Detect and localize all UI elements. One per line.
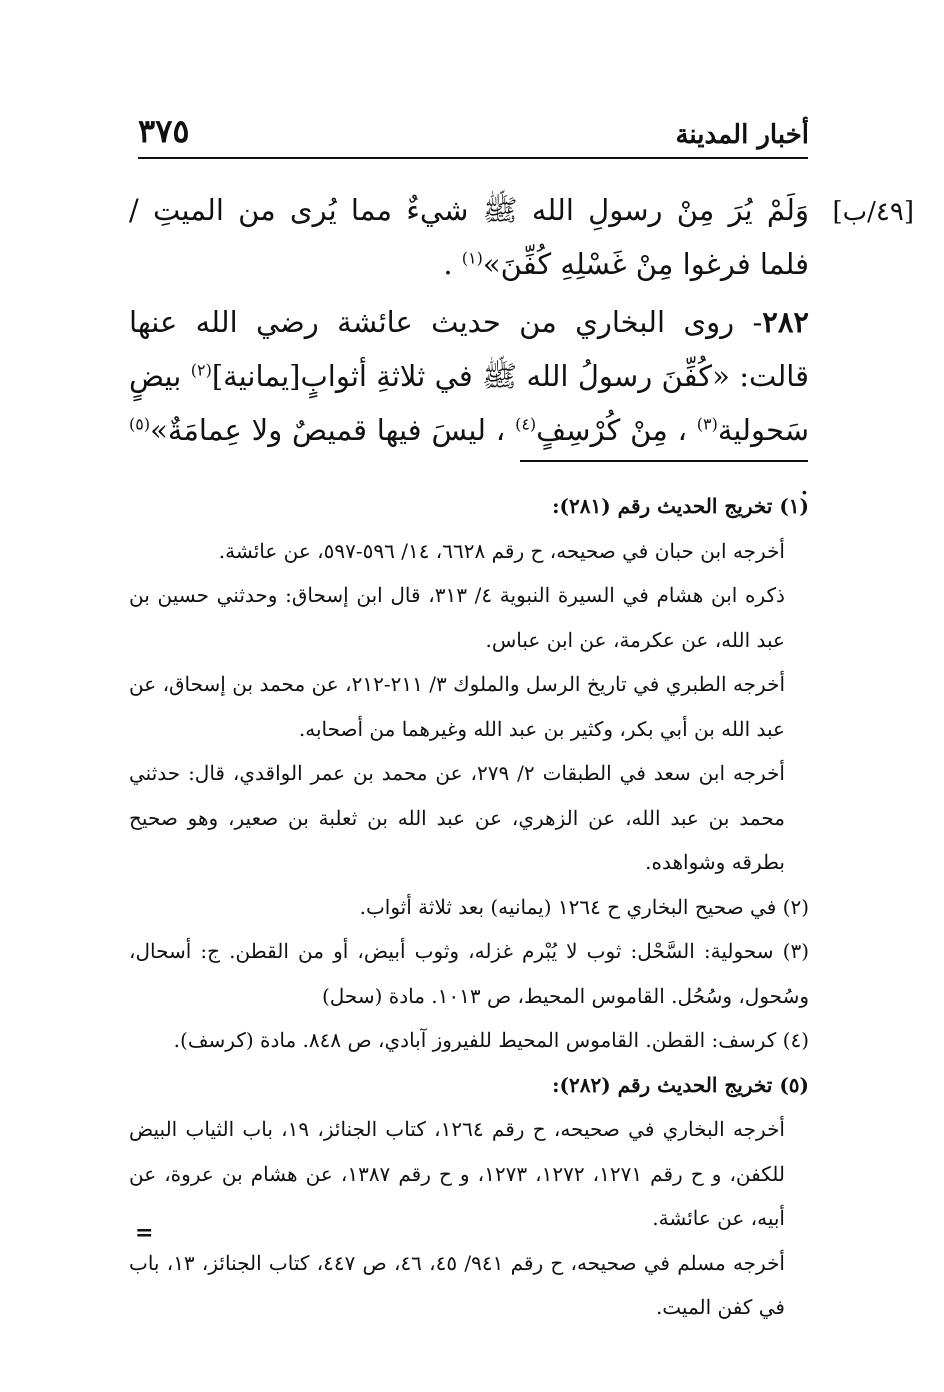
footnote-1-line-1: أخرجه ابن حبان في صحيحه، ح رقم ٦٦٢٨، ١٤/ ٥٩٦-٥٩٧، عن عائشة. [218,538,785,563]
page-number: ٣٧٥ [138,112,190,150]
footnote-ref-3: (٣) [696,414,718,434]
manuscript-folio-marker: [٤٩/ب] [832,197,914,227]
para2-end: . [799,467,809,501]
footnote-1-line-4: أخرجه ابن سعد في الطبقات ٢/ ٢٧٩، عن محمد بن عمر الواقدي، قال: حدثني محمد بن عبد الله، عن الزهري، عن عبد الله بن ثعلبة بن صعير، وهو صحيح بطرقه وشواهده. [129,761,785,874]
footnote-5-head: (٥) تخريج الحديث رقم (٢٨٢): [552,1072,809,1097]
footnote-4: (٤) كرسف: القطن. القاموس المحيط للفيروز آبادي، ص ٨٤٨. مادة (كرسف). [173,1028,809,1052]
para1-end: . [443,247,453,281]
footnote-1-line-3: أخرجه الطبري في تاريخ الرسل والملوك ٣/ ٢١١-٢١٢، عن محمد بن إسحاق، عن عبد الله بن أبي بكر، وكثير بن عبد الله وغيرهما من أصحابه. [129,672,785,741]
para2-text-d: ، ليسَ فيها قميصٌ ولا عِمامَةٌ» [150,413,506,447]
running-header-title: أخبار المدينة [675,120,809,150]
footnote-ref-5: (٥) [129,414,151,434]
para2-text-a: - روى البخاري من حديث عائشة رضي الله عنها قالت: «كُفِّنَ رسولُ الله ﷺ في ثلاثةِ أثوابٍ[يمانية] [129,305,809,393]
header-rule [138,157,808,159]
footnote-2: (٢) في صحيح البخاري ح ١٢٦٤ (يمانيه) بعد ثلاثة أثواب. [359,894,809,919]
footnote-ref-2: (٢) [190,360,212,380]
main-paragraph-1 [129,183,809,291]
footnote-1-line-2: ذكره ابن هشام في السيرة النبوية ٤/ ٣١٣، قال ابن إسحاق: وحدثني حسين بن عبد الله، عن عكرمة، عن ابن عباس. [129,583,785,652]
footnote-5-line-1: أخرجه البخاري في صحيحه، ح رقم ١٢٦٤، كتاب الجنائز، ١٩، باب الثياب البيض للكفن، و ح رقم ١٢٧١، ١٢٧٢، ١٢٧٣، و ح رقم ١٣٨٧، عن هشام بن عروة، عن أبيه، عن عائشة. [129,1117,786,1230]
footnote-5-line-2: أخرجه مسلم في صحيحه، ح رقم ٩٤١/ ٤٥، ٤٦، ص ٤٤٧، كتاب الجنائز، ١٣، باب في كفن الميت. [129,1250,785,1319]
footnote-3: (٣) سحولية: السَّحْل: ثوب لا يُبْرم غزله، وثوب أبيض، أو من القطن. ج: أسحال، وسُحول، وسُحُل. القاموس المحيط، ص ١٠١٣. مادة (سحل) [129,939,809,1008]
footnote-ref-1: (١) [461,248,483,268]
footnote-1-head: (١) تخريج الحديث رقم (٢٨١): [552,494,809,518]
footnote-separator [520,460,808,462]
main-paragraph-2 [129,295,809,511]
para1-text: وَلَمْ يُرَ مِنْ رسولِ الله ﷺ شيءٌ مما يُرى من الميتِ / فلما فرغوا مِنْ غَسْلِهِ كُفِّنَ» [129,193,809,281]
para2-text-c: ، مِنْ كُرْسِفٍ [536,413,687,447]
footnotes [129,484,809,1330]
hadith-number: ٢٨٢ [762,305,809,339]
footnote-ref-4: (٤) [515,414,537,434]
para2-text-b: بيضٍ سَحولية [129,359,810,447]
continuation-mark: = [135,1220,154,1246]
